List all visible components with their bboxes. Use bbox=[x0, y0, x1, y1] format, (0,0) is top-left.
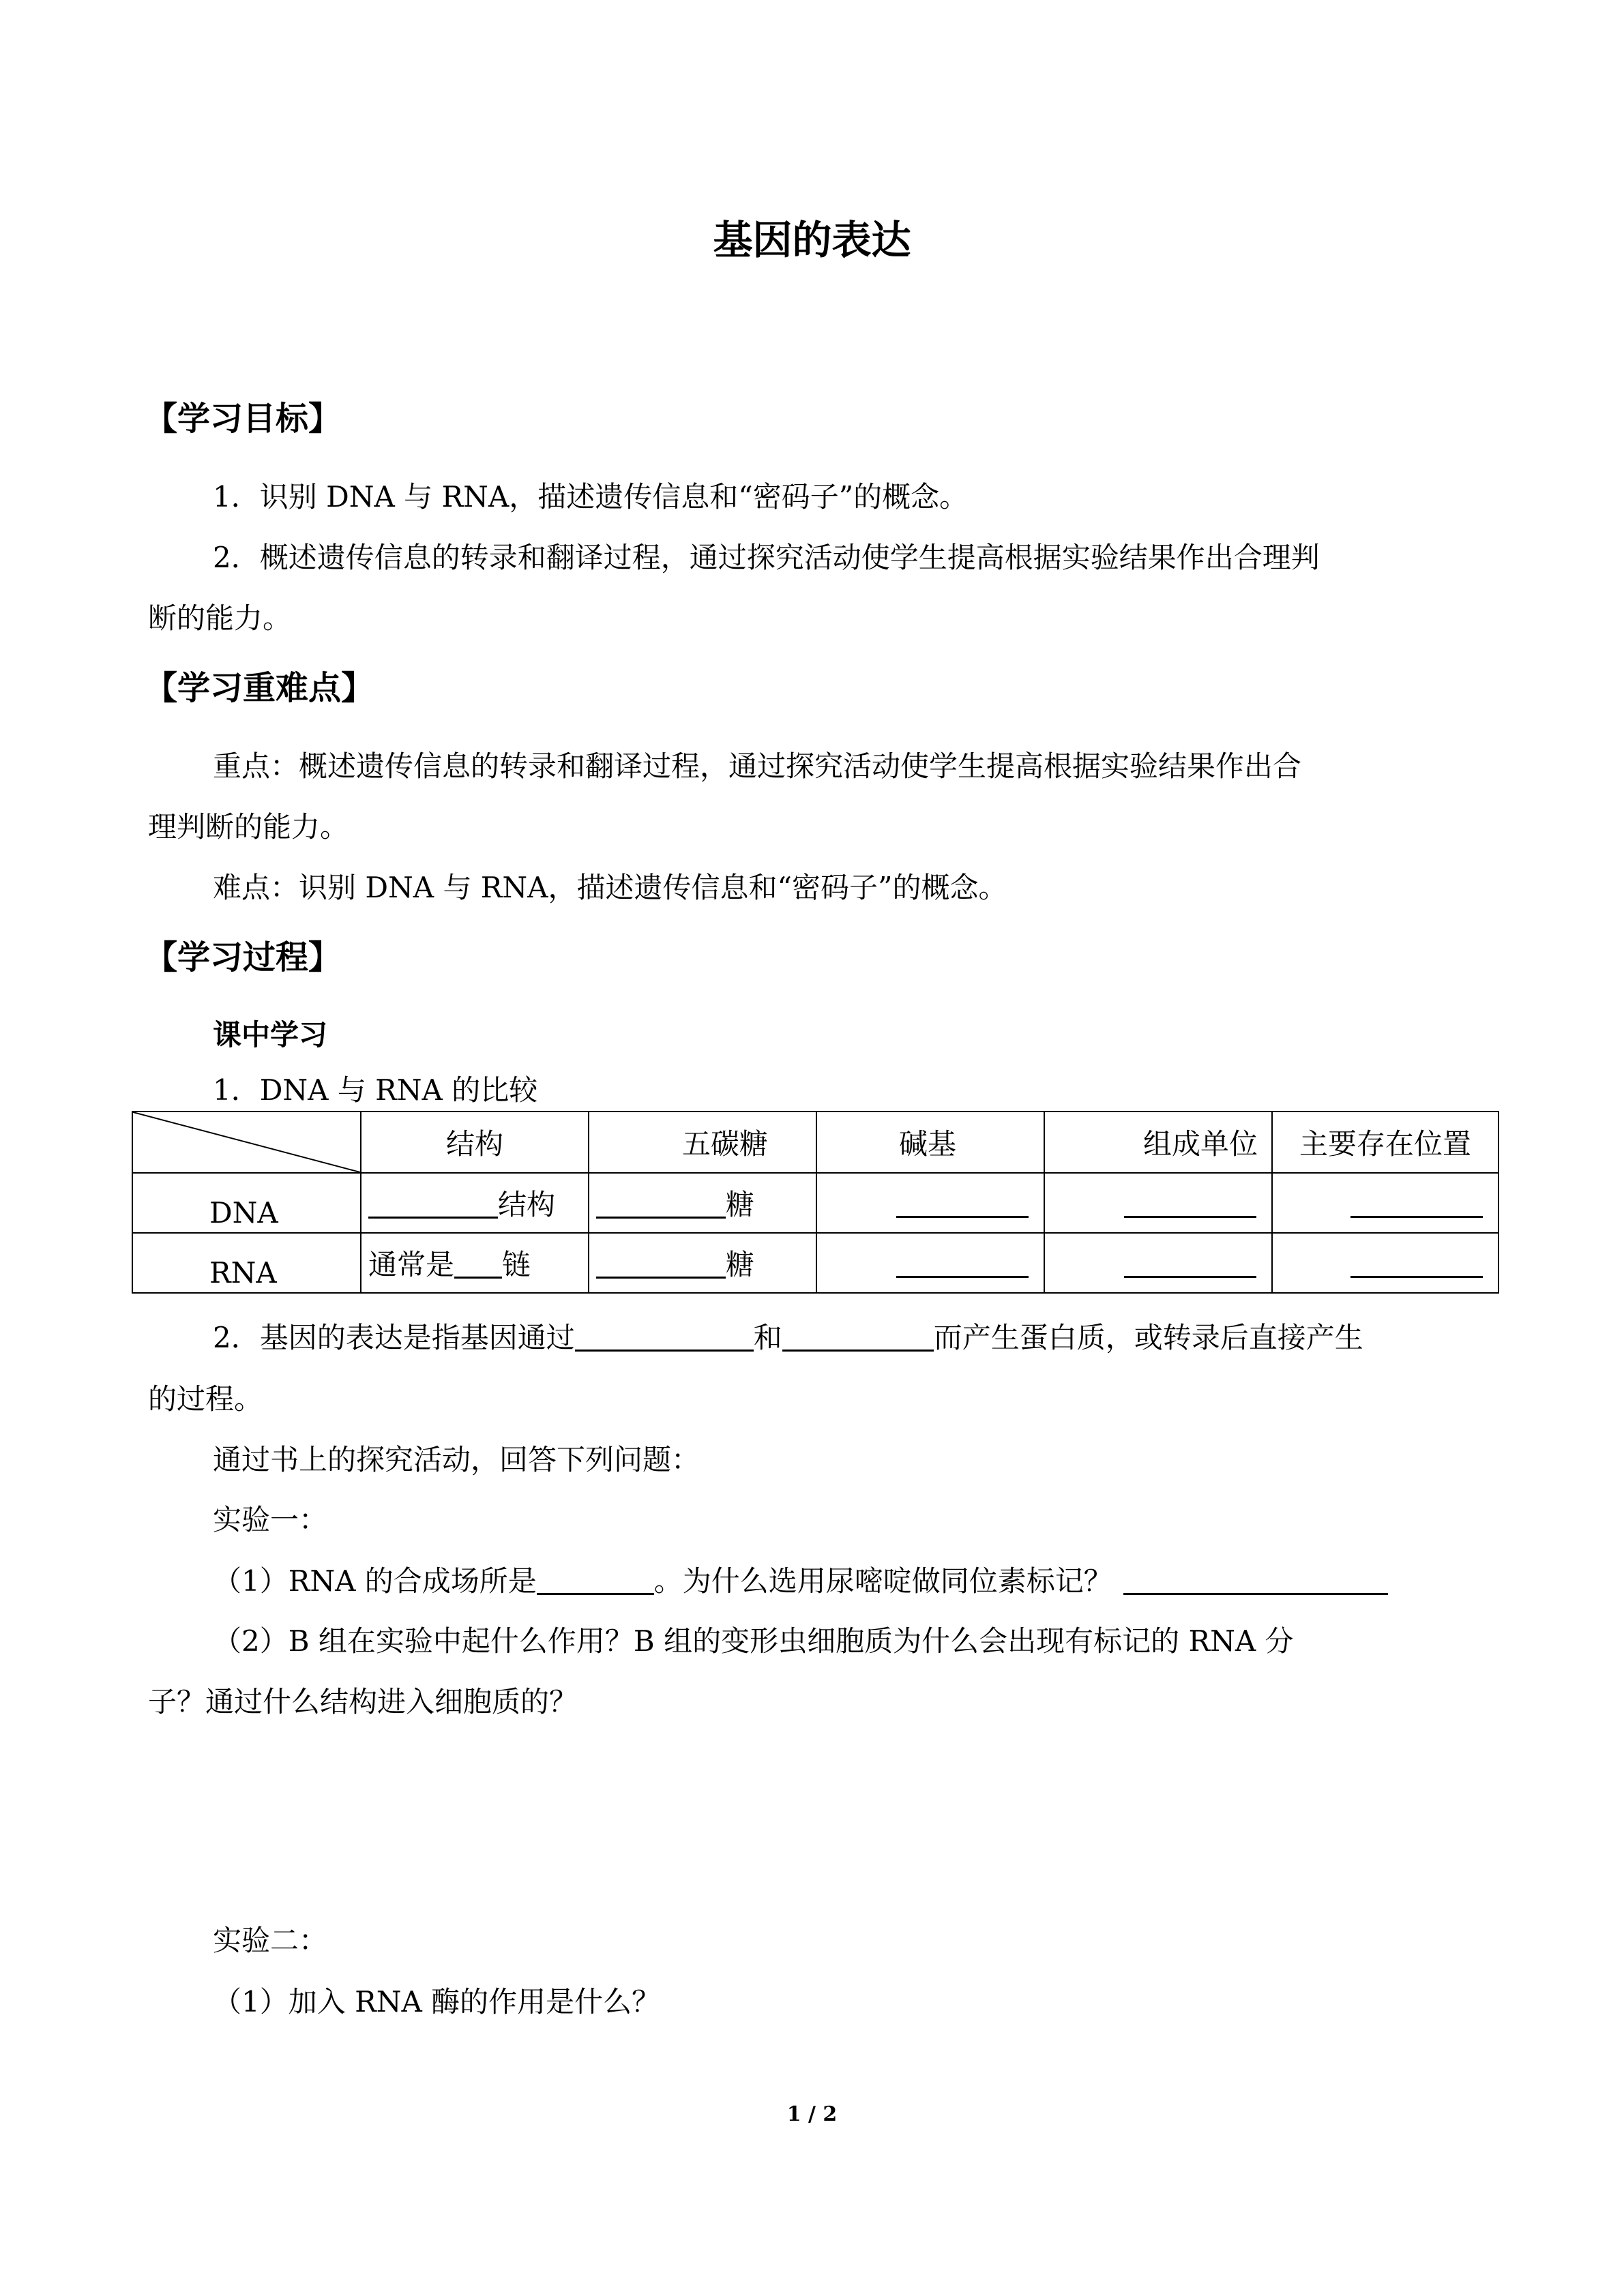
question-2-cont: 的过程。 bbox=[148, 1382, 263, 1416]
dna-structure-suffix: 结构 bbox=[498, 1188, 556, 1221]
dna-sugar-suffix: 糖 bbox=[726, 1188, 755, 1221]
dna-location-cell bbox=[1272, 1173, 1498, 1233]
experiment-1-question-2-cont: 子？通过什么结构进入细胞质的？ bbox=[148, 1685, 578, 1718]
question-1-title: 1．DNA 与 RNA 的比较 bbox=[213, 1073, 538, 1107]
question-2-part3: 而产生蛋白质，或转录后直接产生 bbox=[933, 1321, 1363, 1354]
dna-location-blank[interactable] bbox=[1350, 1186, 1483, 1218]
rna-base-cell bbox=[816, 1233, 1044, 1293]
rna-sugar-cell bbox=[589, 1233, 816, 1293]
row-label-rna: RNA bbox=[132, 1233, 361, 1293]
experiment-2-question-1: （1）加入 RNA 酶的作用是什么？ bbox=[213, 1985, 661, 2018]
exp1-q1-part1: （1）RNA 的合成场所是 bbox=[213, 1564, 537, 1598]
rna-structure-suffix: 链 bbox=[502, 1248, 531, 1281]
header-structure: 结构 bbox=[361, 1112, 589, 1173]
question-2-part1: 2．基因的表达是指基因通过 bbox=[213, 1321, 575, 1354]
rna-sugar-suffix: 糖 bbox=[726, 1248, 755, 1281]
dna-unit-cell bbox=[1044, 1173, 1272, 1233]
transcription-blank[interactable] bbox=[575, 1320, 754, 1352]
objectives-heading: 【学习目标】 bbox=[145, 400, 342, 438]
rna-location-blank[interactable] bbox=[1350, 1246, 1483, 1278]
experiment-1-question-1 bbox=[213, 1562, 1388, 1600]
dna-structure-cell bbox=[361, 1173, 589, 1233]
question-2 bbox=[213, 1318, 1363, 1357]
dna-sugar-cell bbox=[589, 1173, 816, 1233]
header-location: 主要存在位置 bbox=[1272, 1112, 1498, 1173]
uracil-reason-blank[interactable] bbox=[1123, 1563, 1388, 1595]
table-row-rna bbox=[132, 1233, 1498, 1293]
dna-base-blank[interactable] bbox=[896, 1186, 1029, 1218]
page-title: 基因的表达 bbox=[713, 217, 911, 263]
rna-unit-cell bbox=[1044, 1233, 1272, 1293]
rna-base-blank[interactable] bbox=[896, 1246, 1029, 1278]
difficult-point: 难点：识别 DNA 与 RNA，描述遗传信息和“密码子”的概念。 bbox=[213, 871, 1007, 904]
experiment-1-title: 实验一： bbox=[213, 1503, 328, 1536]
key-points-heading: 【学习重难点】 bbox=[145, 669, 374, 707]
objective-1: 1．识别 DNA 与 RNA，描述遗传信息和“密码子”的概念。 bbox=[213, 480, 969, 513]
row-label-dna: DNA bbox=[132, 1173, 361, 1233]
dna-rna-comparison-table bbox=[132, 1111, 1499, 1294]
key-point: 重点：概述遗传信息的转录和翻译过程，通过探究活动使学生提高根据实验结果作出合 bbox=[213, 749, 1302, 783]
dna-unit-blank[interactable] bbox=[1124, 1186, 1256, 1218]
dna-base-cell bbox=[816, 1173, 1044, 1233]
rna-structure-cell bbox=[361, 1233, 589, 1293]
header-sugar: 五碳糖 bbox=[589, 1112, 816, 1173]
page-number: 1 / 2 bbox=[786, 2102, 838, 2126]
question-2-part2: 和 bbox=[753, 1321, 782, 1354]
rna-synthesis-site-blank[interactable] bbox=[537, 1563, 654, 1595]
diagonal-line bbox=[133, 1112, 360, 1172]
table-row-dna bbox=[132, 1173, 1498, 1233]
exp1-q1-part2: 。为什么选用尿嘧啶做同位素标记？ bbox=[653, 1564, 1112, 1598]
objective-2: 2．概述遗传信息的转录和翻译过程，通过探究活动使学生提高根据实验结果作出合理判 bbox=[213, 541, 1320, 574]
rna-sugar-blank[interactable] bbox=[596, 1247, 726, 1279]
experiment-1-question-2: （2）B 组在实验中起什么作用？B 组的变形虫细胞质为什么会出现有标记的 RNA 分 bbox=[213, 1624, 1294, 1658]
in-class-subheading: 课中学习 bbox=[213, 1018, 328, 1052]
objective-2-cont: 断的能力。 bbox=[148, 601, 292, 635]
header-base: 碱基 bbox=[816, 1112, 1044, 1173]
process-heading: 【学习过程】 bbox=[145, 938, 342, 976]
header-unit: 组成单位 bbox=[1044, 1112, 1272, 1173]
rna-location-cell bbox=[1272, 1233, 1498, 1293]
explore-intro: 通过书上的探究活动，回答下列问题： bbox=[213, 1443, 700, 1476]
rna-structure-prefix: 通常是 bbox=[368, 1248, 455, 1281]
experiment-2-title: 实验二： bbox=[213, 1924, 328, 1957]
key-point-cont: 理判断的能力。 bbox=[148, 810, 349, 844]
dna-sugar-blank[interactable] bbox=[596, 1187, 726, 1219]
table-header-row bbox=[132, 1112, 1498, 1173]
translation-blank[interactable] bbox=[782, 1320, 934, 1352]
rna-unit-blank[interactable] bbox=[1124, 1246, 1256, 1278]
dna-structure-blank[interactable] bbox=[368, 1187, 498, 1219]
diagonal-header-cell bbox=[132, 1112, 361, 1173]
rna-structure-blank[interactable] bbox=[454, 1247, 502, 1279]
